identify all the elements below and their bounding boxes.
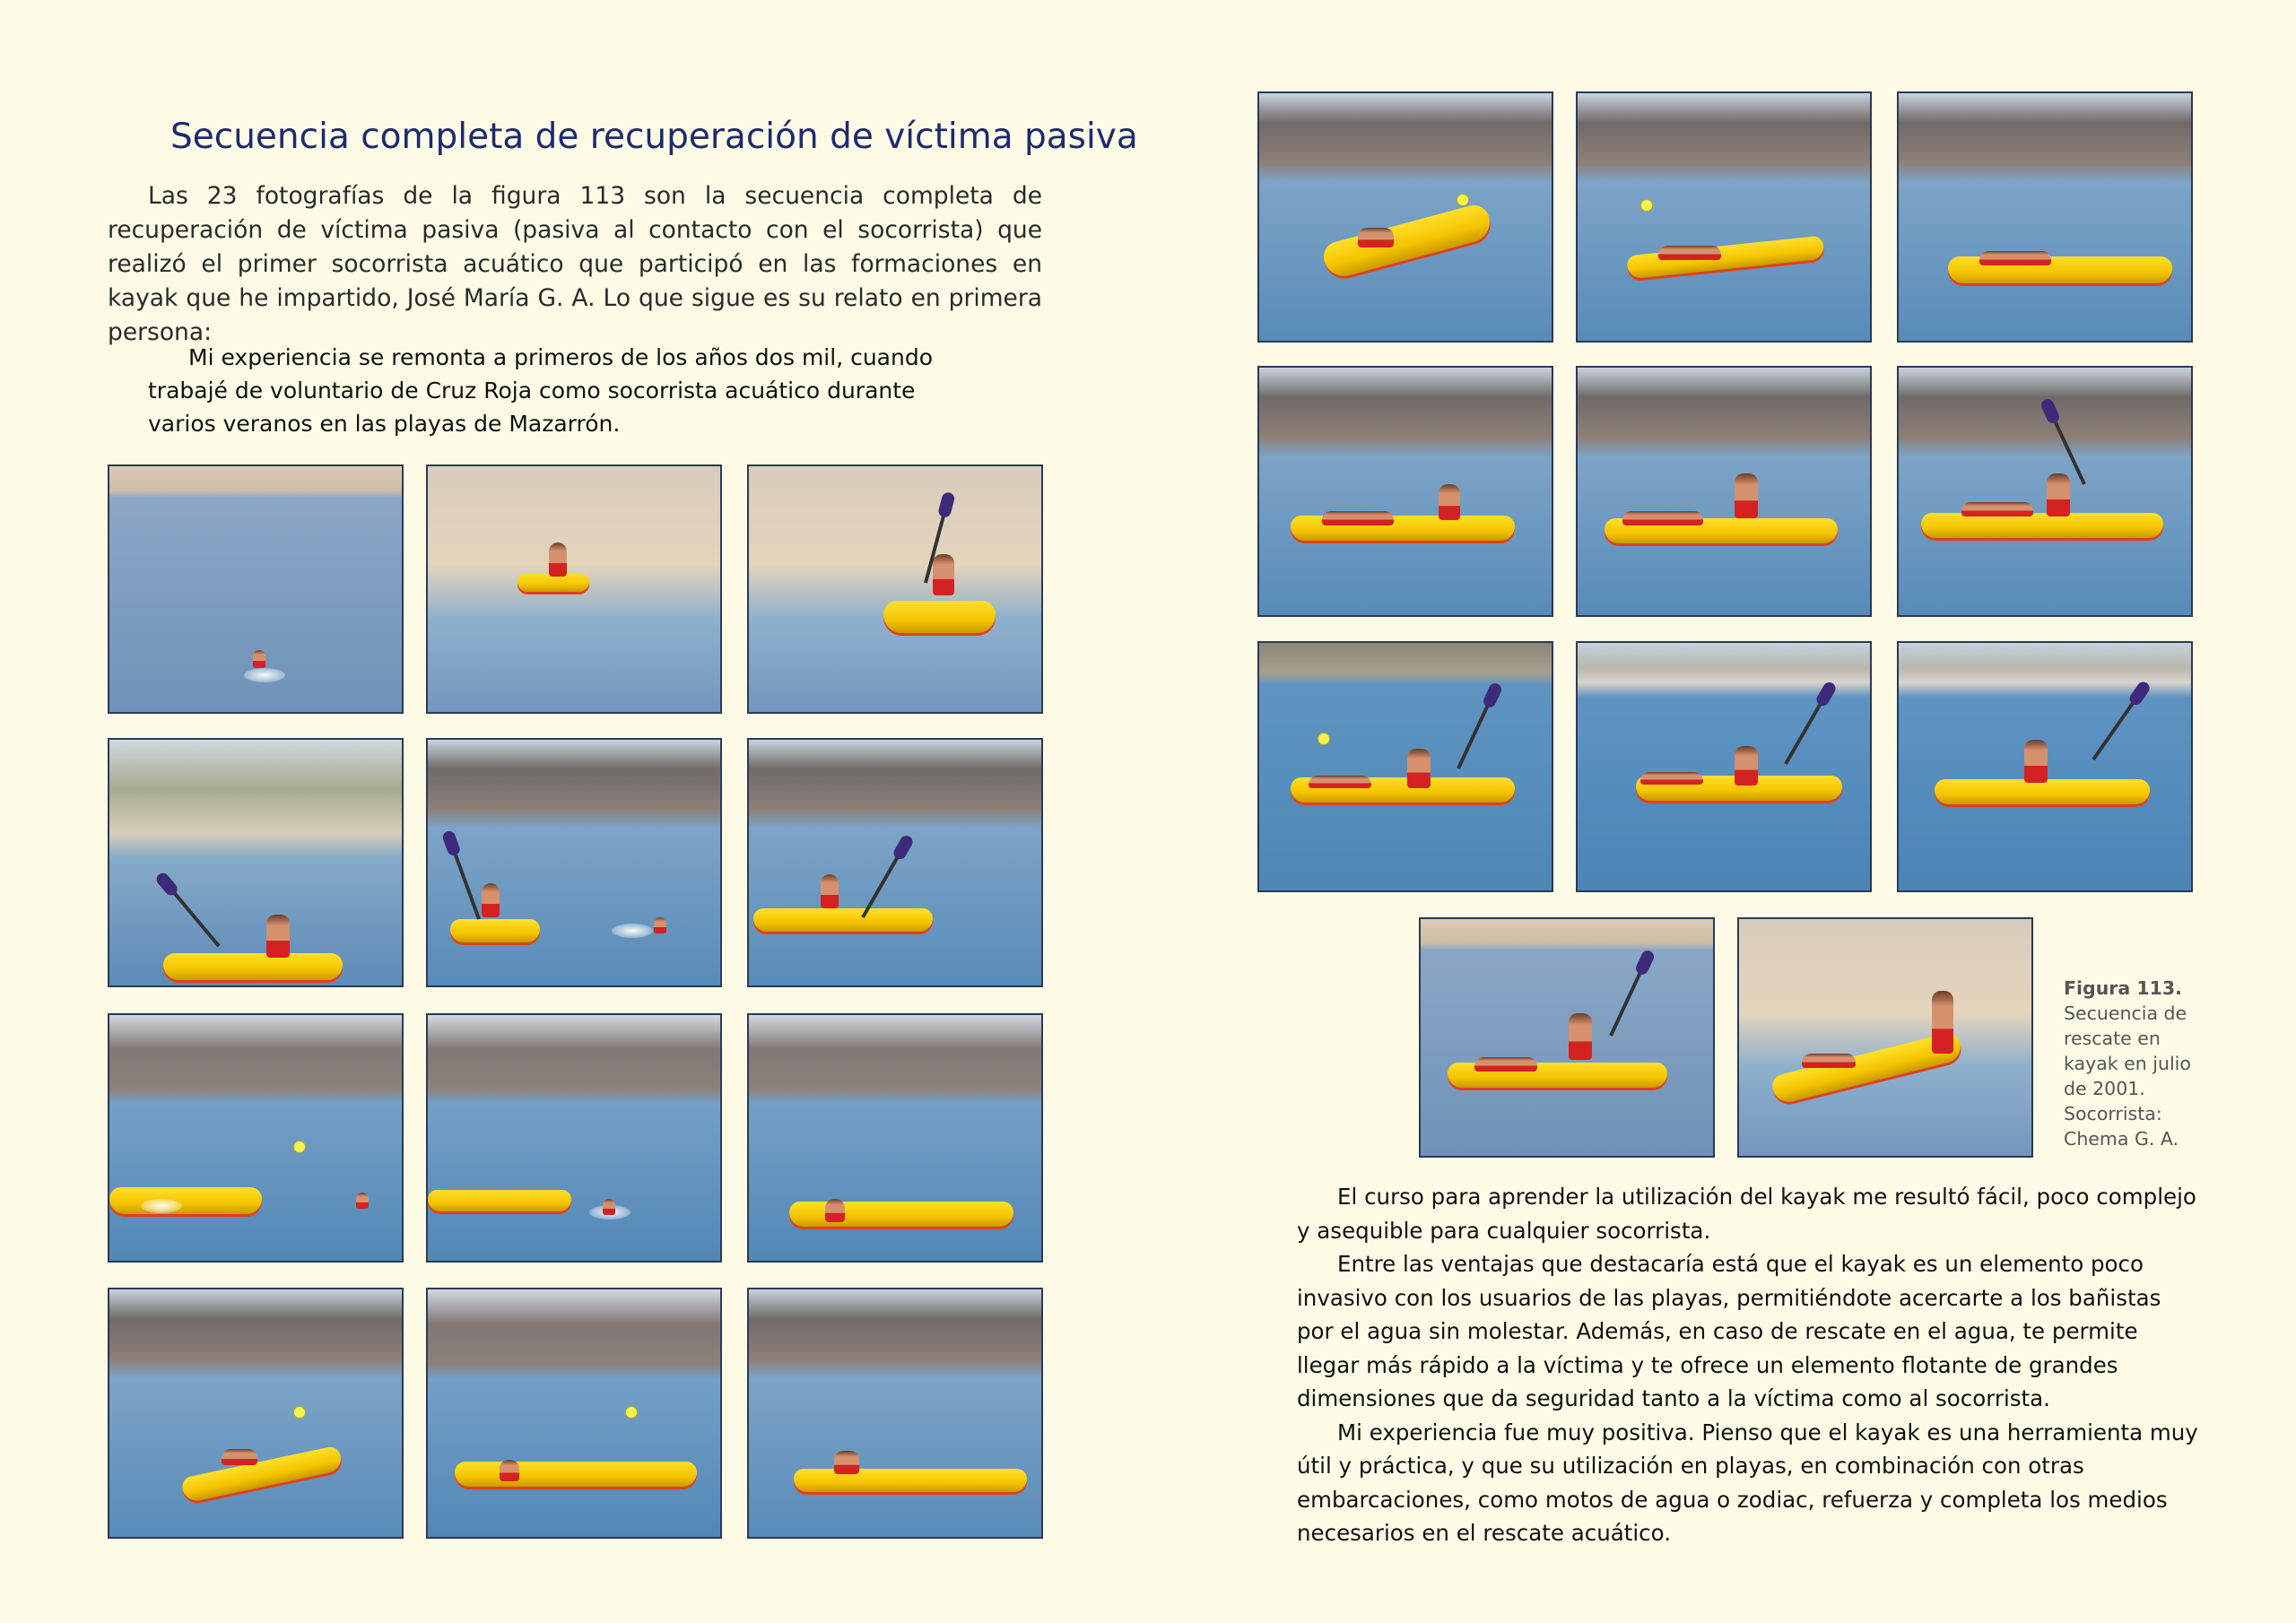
- paragraph-3: Mi experiencia fue muy positiva. Pienso que el kayak es una herramienta muy útil y práctica, y que su utilización en playas, en combinación con otras embarcaciones, como motos de agua o zodiac, refuerza y completa los medios necesarios en el rescate acuático.: [1297, 1419, 2198, 1546]
- figure-caption: [2064, 976, 2207, 1151]
- figure-caption-title: Figura 113.: [2064, 977, 2182, 999]
- photo-20: [1576, 641, 1872, 892]
- photo-14: [1576, 91, 1872, 343]
- photo-22: [1419, 917, 1715, 1158]
- section-title: Secuencia completa de recuperación de víctima pasiva: [170, 117, 1138, 157]
- photo-9: [747, 1013, 1043, 1263]
- photo-7: [108, 1013, 404, 1263]
- testimony-quote: Mi experiencia se remonta a primeros de los años dos mil, cuando trabajé de voluntario de Cruz Roja como socorrista acuático durante varios veranos en las playas de Mazarrón.: [148, 344, 934, 437]
- photo-19: [1257, 641, 1553, 892]
- intro-paragraph: Las 23 fotografías de la figura 113 son la secuencia completa de recuperación de víctima pasiva (pasiva al contacto con el socorrista) que realizó el primer socorrista acuático que participó en las formaciones en kayak que he impartido, José María G. A. Lo que sigue es su relato en primera persona:: [108, 182, 1042, 346]
- photo-6: [747, 738, 1043, 987]
- photo-3: [747, 464, 1043, 714]
- paragraph-1: El curso para aprender la utilización del kayak me resultó fácil, poco complejo y asequible para cualquier socorrista.: [1297, 1184, 2196, 1244]
- photo-18: [1897, 366, 2193, 617]
- paragraph-2: Entre las ventajas que destacaría está que el kayak es un elemento poco invasivo con los usuarios de las playas, permitiéndote acercarte a los bañistas por el agua sin molestar. Además, en caso de rescate en el agua, te permite llegar más rápido a la víctima y te ofrece un elemento flotante de grandes dimensiones que da seguridad tanto a la víctima como al socorrista.: [1297, 1251, 2161, 1411]
- photo-10: [108, 1288, 404, 1539]
- photo-4: [108, 738, 404, 987]
- photo-15: [1897, 91, 2193, 343]
- photo-11: [426, 1288, 722, 1539]
- photo-12: [747, 1288, 1043, 1539]
- right-page: [1148, 0, 2296, 1623]
- testimony-body: [1297, 1180, 2203, 1550]
- photo-5: [426, 738, 722, 987]
- photo-1: [108, 464, 404, 714]
- photo-16: [1257, 366, 1553, 617]
- photo-13: [1257, 91, 1553, 343]
- photo-23: [1737, 917, 2033, 1158]
- photo-21: [1897, 641, 2193, 892]
- photo-17: [1576, 366, 1872, 617]
- photo-8: [426, 1013, 722, 1263]
- figure-caption-body: Secuencia de rescate en kayak en julio de 2001. Socorrista: Chema G. A.: [2064, 1002, 2191, 1150]
- photo-2: [426, 464, 722, 714]
